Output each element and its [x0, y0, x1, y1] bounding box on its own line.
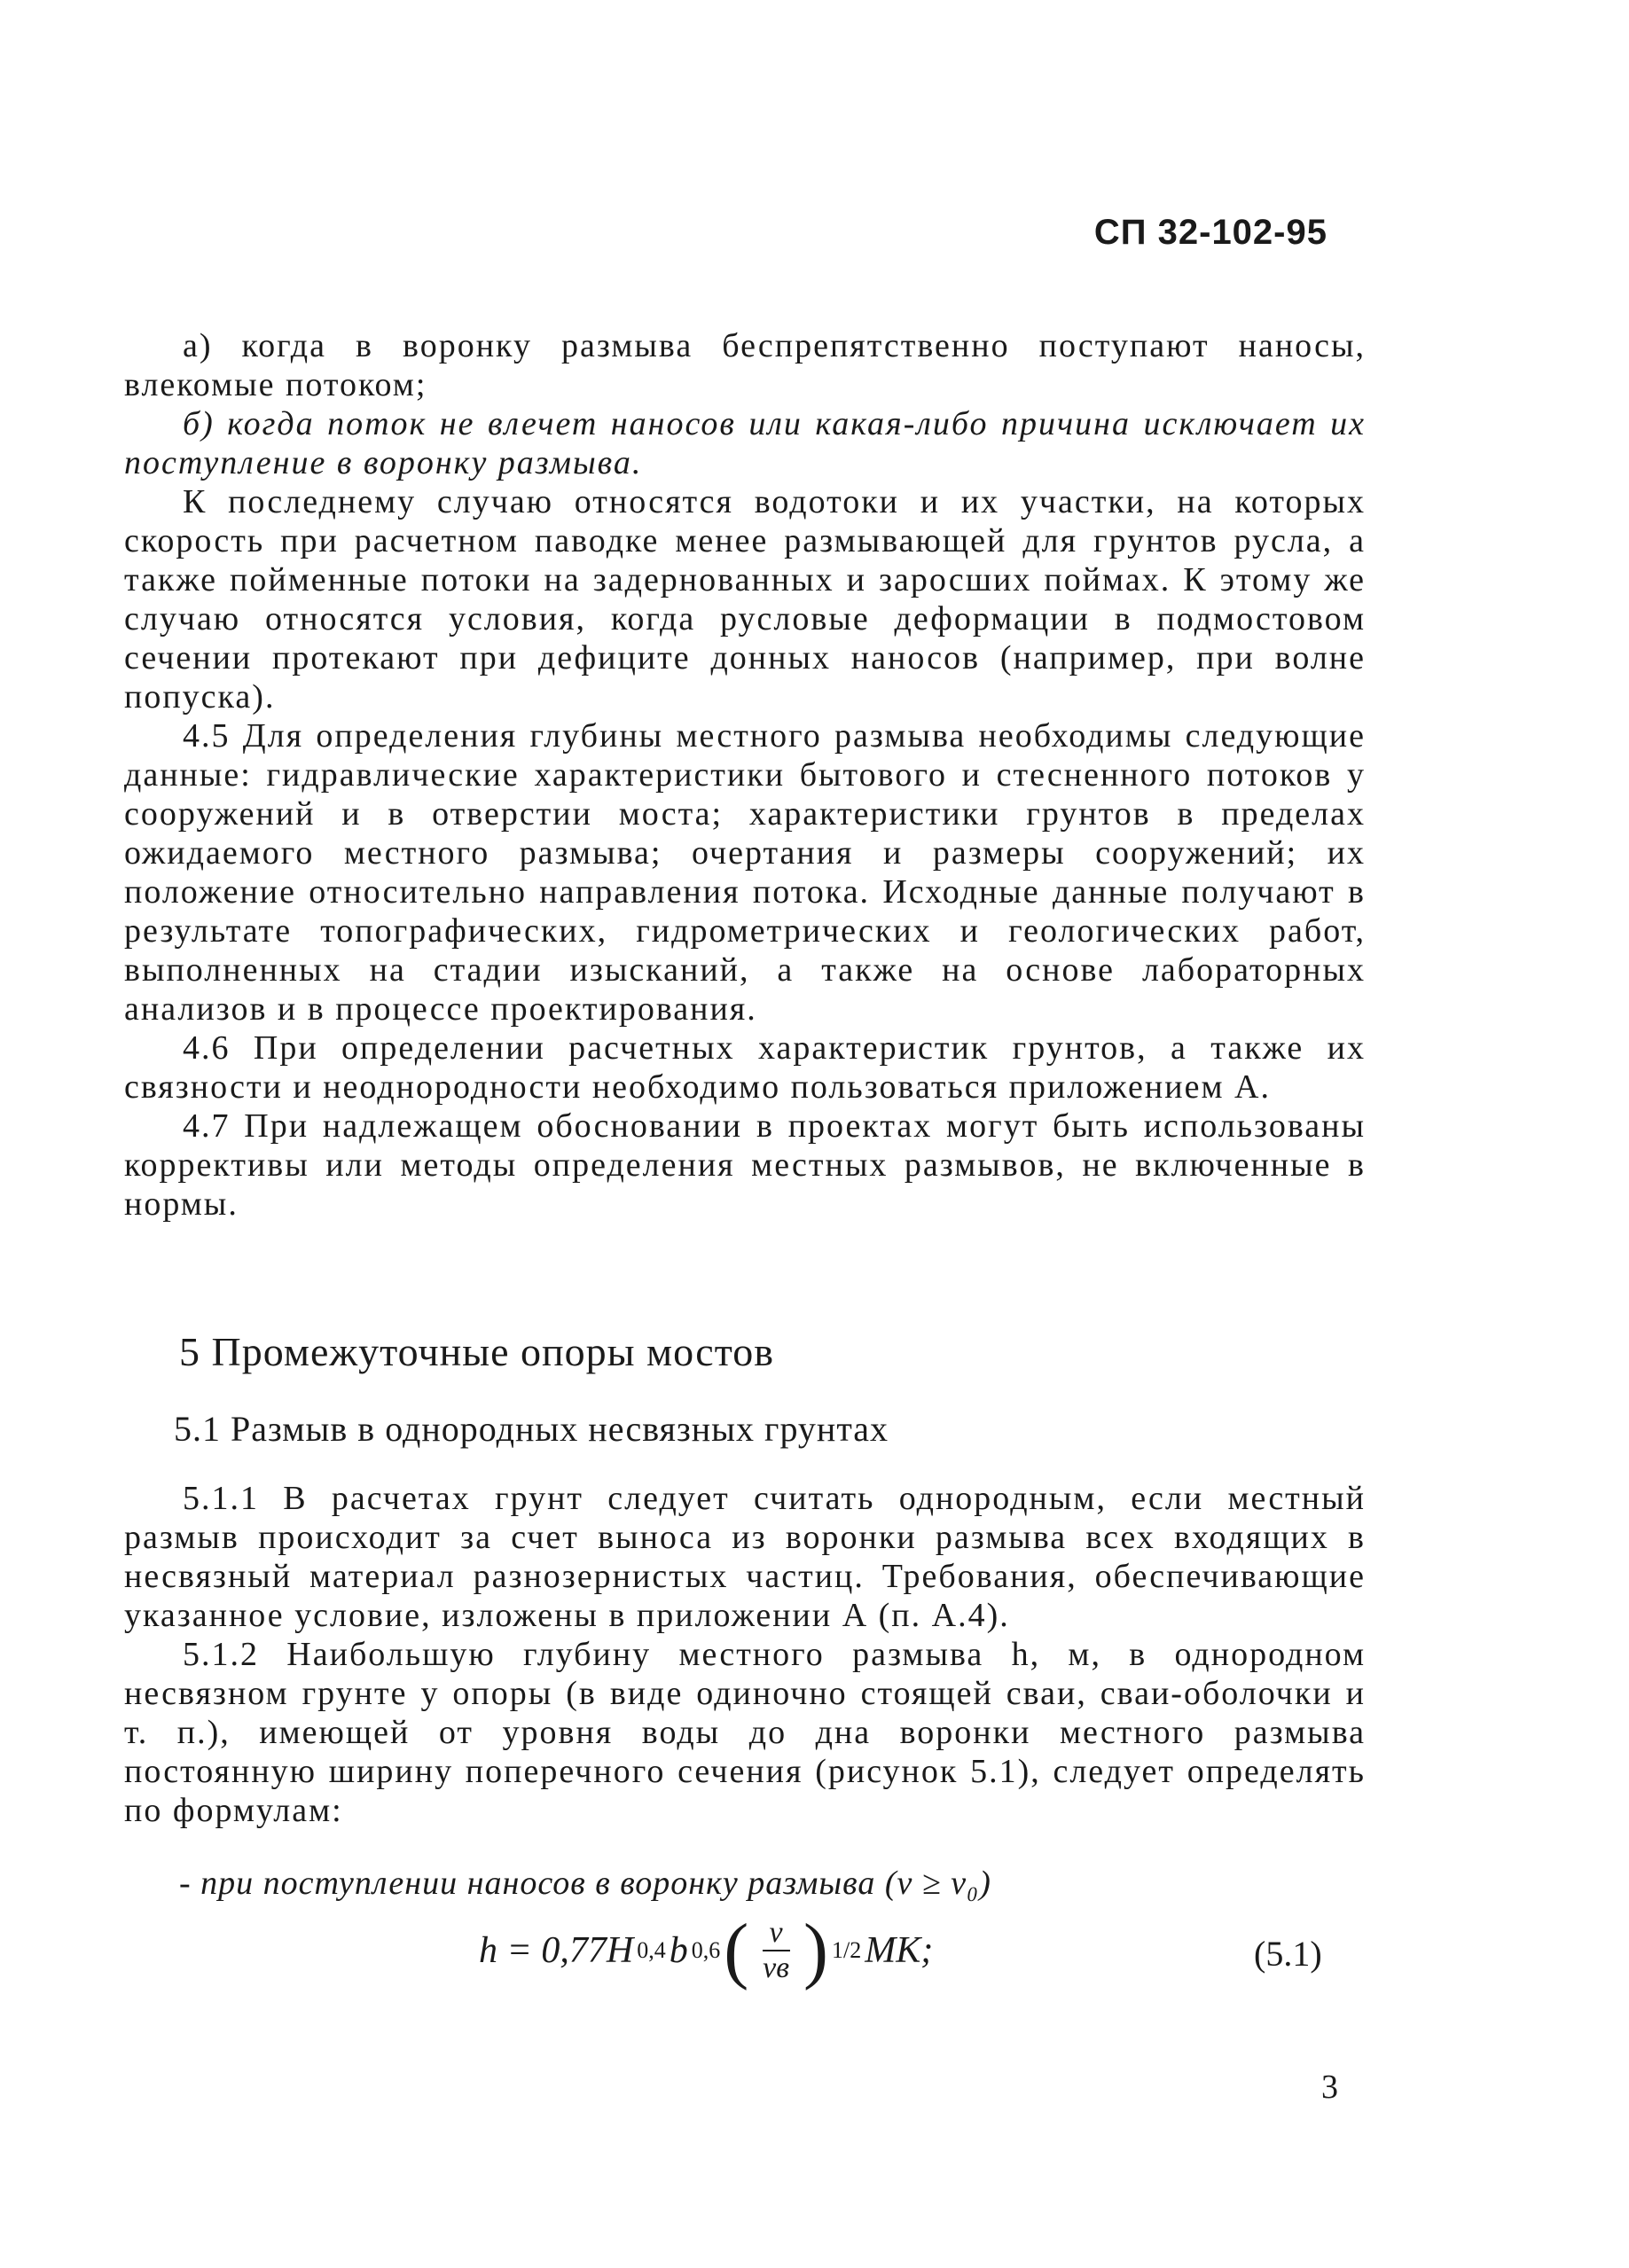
page-number: 3 — [1321, 2069, 1338, 2106]
formula-open-paren: ( — [724, 1909, 749, 1991]
formula-exp-b: 0,6 — [691, 1937, 721, 1963]
paragraph-5-1-1: 5.1.1 В расчетах грунт следует считать однородным, если местный размыв происходит за счет выноса из воронки размыва всех входящих в несвязный материал разнозернистых частиц. Требования, обеспечивающие указанное условие, изложены в приложении А (п. А.4). — [124, 1480, 1366, 1634]
subsection-title: 5.1 Размыв в однородных несвязных грунтах — [174, 1409, 889, 1449]
paragraph-last-case: К последнему случаю относятся водотоки и их участки, на которых скорость при расчетном паводке менее размывающей для грунтов русла, а также пойменные потоки на задернованных и заросших поймах. К этому же случаю относятся условия, когда русловые деформации в подмостовом сечении протекают при дефиците донных наносов (например, при волне попуска). — [124, 483, 1366, 716]
paragraph-5-1-2: 5.1.2 Наибольшую глубину местного размыва h, м, в однородном несвязном грунте у опоры (в виде одиночно стоящей сваи, сваи-оболочки и т. п.), имеющей от уровня воды до дна воронки местного размыва постоянную ширину поперечного сечения (рисунок 5.1), следует определять по формулам: — [124, 1636, 1366, 1829]
paragraph-4-6: 4.6 При определении расчетных характеристик грунтов, а также их связности и неоднородности необходимо пользоваться приложением А. — [124, 1029, 1366, 1106]
formula-numerator: v — [763, 1916, 790, 1951]
paragraph-4-7: 4.7 При надлежащем обосновании в проектах могут быть использованы коррективы или методы определения местных размывов, не включенные в нормы. — [124, 1107, 1366, 1223]
paragraph-b: б) когда поток не влечет наносов или какая-либо причина исключает их поступление в воронку размыва. — [124, 405, 1366, 481]
formula-close-paren: ) — [803, 1909, 829, 1991]
formula-tail: MK; — [865, 1930, 934, 1971]
formula-exp-h: 0,4 — [637, 1937, 666, 1963]
paragraph-4-5: 4.5 Для определения глубины местного размыва необходимы следующие данные: гидравлические характеристики бытового и стесненного потоков у сооружений и в отверстии моста; характеристики грунтов в пределах ожидаемого местного размыва; очертания и размеры сооружений; их положение относительно направления потока. Исходные данные получают в результате топографических, гидрометрических и геологических работ, выполненных на стадии изысканий, а также на основе лабораторных анализов и в процессе проектирования. — [124, 717, 1366, 1028]
paragraph-a: а) когда в воронку размыва беспрепятственно поступают наносы, влекомые потоком; — [124, 327, 1366, 403]
formula-condition: - при поступлении наносов в воронку размыва (v ≥ v₀) — [179, 1865, 991, 1902]
intro-block — [124, 326, 1366, 1224]
formula-fraction — [756, 1916, 796, 1985]
formula-exp-ratio: 1/2 — [832, 1937, 862, 1963]
formula-lhs: h = 0,77H — [479, 1930, 634, 1971]
document-code: СП 32-102-95 — [1093, 213, 1327, 252]
section-5-block — [124, 1479, 1366, 1830]
formula-number: (5.1) — [1254, 1934, 1322, 1974]
formula-5-1 — [479, 1909, 934, 1991]
section-title: 5 Промежуточные опоры мостов — [179, 1329, 774, 1374]
formula-denominator: vв — [763, 1951, 790, 1984]
formula-b: b — [669, 1930, 688, 1971]
